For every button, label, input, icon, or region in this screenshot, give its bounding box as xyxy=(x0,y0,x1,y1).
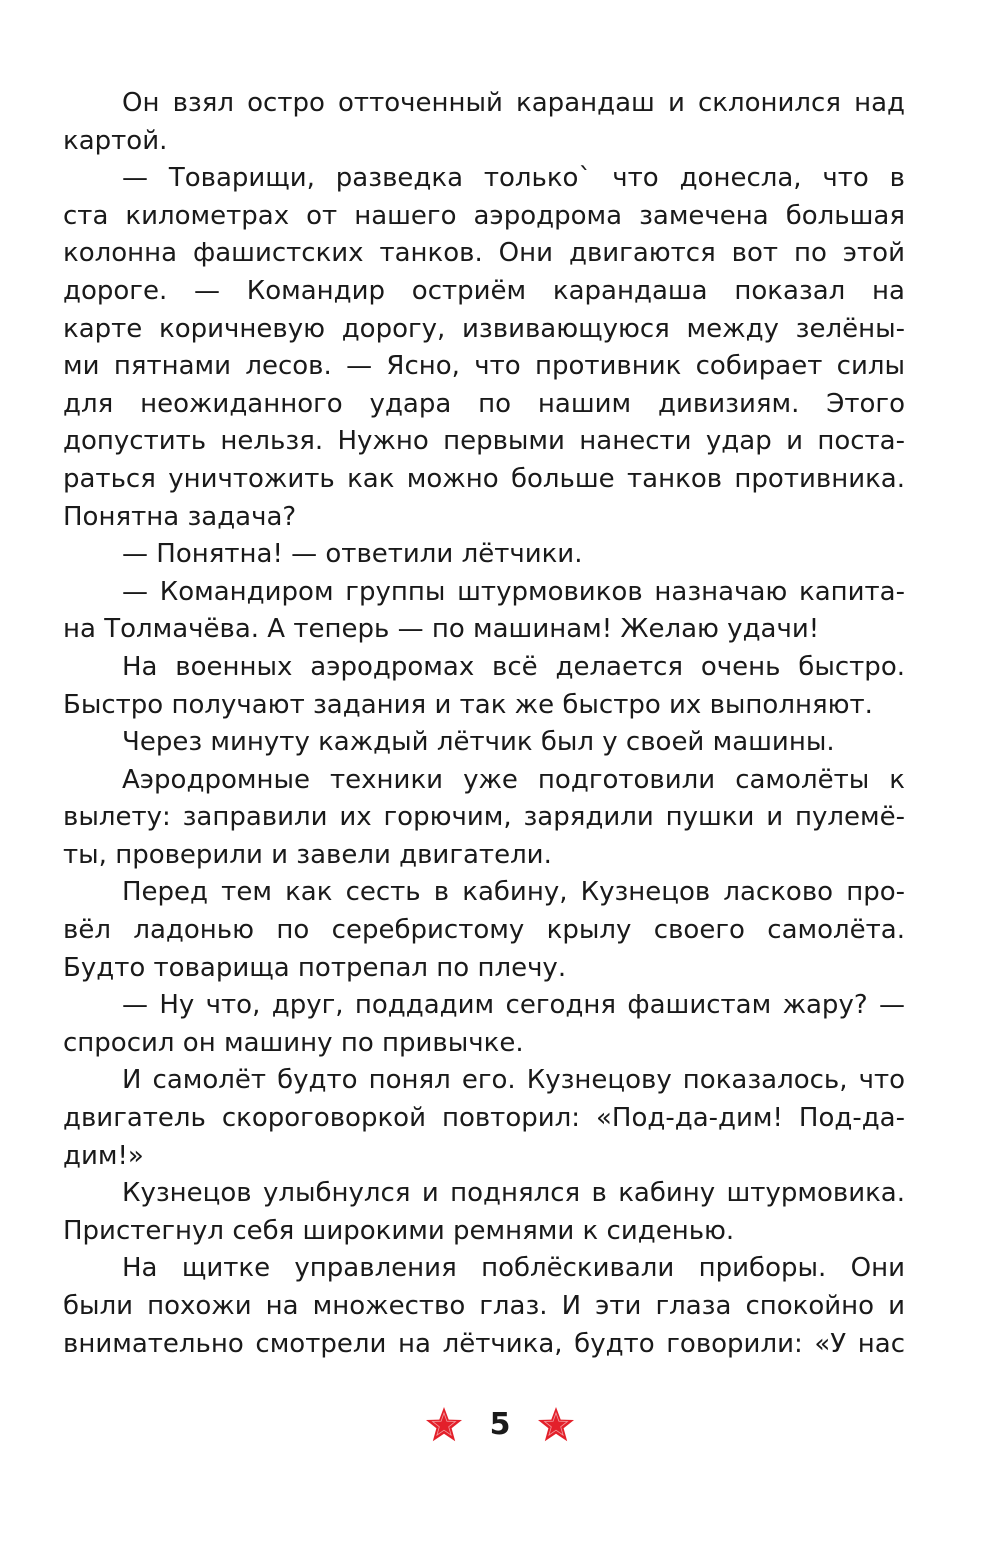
text-line: дим!» xyxy=(63,1140,144,1171)
text-line: для неожиданного удара по нашим дивизиям. Этого xyxy=(63,388,905,419)
text-line: Быстро получают задания и так же быстро их выполняют. xyxy=(63,689,873,720)
text-line: раться уничтожить как можно больше танков противника. xyxy=(63,463,905,494)
text-line: ми пятнами лесов. — Ясно, что противник собирает силы xyxy=(63,351,905,382)
text-line: Понятна задача? xyxy=(63,501,297,532)
text-line: ста километрах от нашего аэродрома замечена большая xyxy=(63,200,905,231)
text-line: вёл ладонью по серебристому крылу своего самолёта. xyxy=(63,915,905,946)
text-line: Он взял остро отточенный карандаш и склонился над xyxy=(122,88,905,118)
text-line: двигатель скороговоркой повторил: «Под-да-дим! Под-да- xyxy=(63,1103,905,1134)
text-line: Аэродромные техники уже подготовили самолёты к xyxy=(122,764,905,795)
text-line: — Понятна! — ответили лётчики. xyxy=(122,539,583,570)
text-line: И самолёт будто понял его. Кузнецову показалось, что xyxy=(122,1065,905,1096)
text-line: карте коричневую дорогу, извивающуюся между зелёны- xyxy=(63,313,905,344)
text-line: на Толмачёва. А теперь — по машинам! Желаю удачи! xyxy=(63,614,820,645)
text-line: были похожи на множество глаз. И эти глаза спокойно и xyxy=(63,1291,905,1321)
red-star-icon xyxy=(536,1405,576,1445)
page-footer xyxy=(0,1400,1000,1450)
page-number: 5 xyxy=(489,1407,511,1442)
text-line: На щитке управления поблёскивали приборы. Они xyxy=(122,1253,905,1284)
page-text xyxy=(63,85,905,1363)
text-line: картой. xyxy=(63,125,168,156)
text-line: На военных аэродромах всё делается очень быстро. xyxy=(122,651,905,682)
text-line: — Ну что, друг, поддадим сегодня фашистам жару? — xyxy=(122,990,905,1021)
text-line: Через минуту каждый лётчик был у своей машины. xyxy=(122,727,835,758)
text-line: вылету: заправили их горючим, зарядили пушки и пулемё- xyxy=(63,802,905,833)
text-line: дороге. — Командир остриём карандаша показал на xyxy=(63,275,905,306)
text-line: спросил он машину по привычке. xyxy=(63,1027,524,1058)
text-line: — Командиром группы штурмовиков назначаю капита- xyxy=(122,576,905,607)
text-line: Перед тем как сесть в кабину, Кузнецов ласково про- xyxy=(122,877,905,908)
text-line: Будто товарища потрепал по плечу. xyxy=(63,952,567,983)
text-line: — Товарищи, разведка только` что донесла, что в xyxy=(122,163,905,194)
text-line: внимательно смотрели на лётчика, будто говорили: «У нас xyxy=(63,1328,905,1359)
red-star-icon xyxy=(424,1405,464,1445)
text-line: колонна фашистских танков. Они двигаются вот по этой xyxy=(63,238,905,269)
text-line: Пристегнул себя широкими ремнями к сиденью. xyxy=(63,1215,735,1246)
text-line: ты, проверили и завели двигатели. xyxy=(63,839,552,870)
text-line: допустить нельзя. Нужно первыми нанести удар и поста- xyxy=(63,426,905,457)
text-line: Кузнецов улыбнулся и поднялся в кабину штурмовика. xyxy=(122,1178,905,1209)
